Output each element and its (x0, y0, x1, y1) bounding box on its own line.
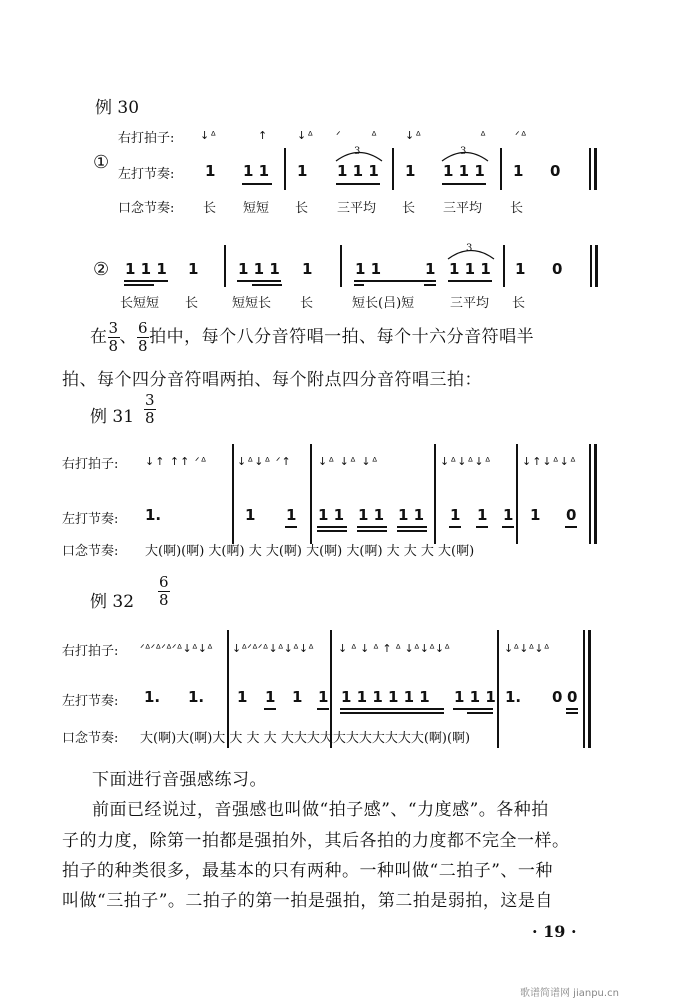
ts-top: 6 (159, 573, 169, 591)
ex32-note: 1 (237, 688, 248, 706)
ex31-taps: ↓ᐞ↓ᐞ↓ᐞ (440, 455, 492, 468)
ex30-note: 1 (513, 162, 524, 180)
ex31-taps: ↓ᐞ↓ᐞ ᐟ↑ (237, 455, 292, 468)
ex30-r2-note: 1 1 (355, 260, 382, 278)
ex30-say: 三平均 (443, 201, 483, 216)
ex30-tap-5: ᐞ (371, 129, 378, 142)
paragraph-line: 拍子的种类很多，最基本的只有两种。一种叫做“二拍子”、一种 (62, 861, 553, 881)
ex32-note: 1 (265, 688, 276, 706)
ex31-time-signature (144, 392, 156, 427)
ex32-note: 1 1 1 1 1 1 (341, 688, 430, 706)
para-text: 拍中，每个八分音符唱一拍、每个十六分音符唱半 (149, 327, 535, 347)
ex31-note: 1 (245, 506, 256, 524)
paragraph-line: 子的力度，除第一拍都是强拍外，其后各拍的力度都不完全一样。 (62, 831, 570, 851)
ex31-note: 1 1 (358, 506, 385, 524)
ex30-r2-say: 长 (300, 296, 314, 311)
ex32-note: 0 (567, 688, 578, 706)
ex30-tap-3: ↓ᐞ (297, 129, 315, 142)
paragraph-line (90, 320, 534, 355)
ex31-taps: ↓ᐞ ↓ᐞ ↓ᐞ (318, 455, 379, 468)
ex31-note: 1. (145, 506, 162, 524)
triplet-mark: 3 (354, 146, 361, 157)
ex30-r2-say: 长短短 (120, 296, 160, 311)
ex30-r2-say: 短长(吕)短 (352, 296, 415, 311)
ex30-note: 1 1 (243, 162, 270, 180)
ex31-note: 0 (566, 506, 577, 524)
ex30-r2-note: 0 (552, 260, 563, 278)
ex30-say: 长 (402, 201, 416, 216)
ex31-note: 1 1 (398, 506, 425, 524)
ts-bottom: 8 (145, 409, 155, 427)
ex30-r2-say: 三平均 (450, 296, 490, 311)
ex32-note: 1. (144, 688, 161, 706)
ts-top: 3 (145, 391, 155, 409)
paragraph-line: 叫做“三拍子”。二拍子的第一拍是强拍，第二拍是弱拍，这是自 (62, 891, 553, 911)
circle-number-1: ① (93, 152, 110, 173)
ex30-note: 1 1 1 (443, 162, 485, 180)
fraction-top: 3 (108, 319, 119, 337)
ex30-r2-say: 长 (512, 296, 526, 311)
ex30-note: 1 (297, 162, 308, 180)
ex30-r2-note: 1 1 1 (238, 260, 280, 278)
para-text: 在 (90, 327, 108, 347)
ex30-note: 1 (205, 162, 216, 180)
ex31-say: 大(啊)(啊) 大(啊) 大 大(啊) 大(啊) 大(啊) 大 大 大 大(啊) (145, 544, 475, 559)
ex30-tap-2: ↑ (258, 129, 269, 142)
circle-number-2: ② (93, 259, 110, 280)
ex30-say-label: 口念节奏: (118, 201, 175, 216)
paragraph-line: 下面进行音强感练习。 (92, 770, 267, 790)
para-text: 、 (119, 327, 138, 347)
ex31-say-label: 口念节奏: (62, 544, 119, 559)
ex30-tap-7: ᐞ (480, 129, 487, 142)
ex30-note: 1 (405, 162, 416, 180)
ex30-r2-note: 1 1 1 (125, 260, 167, 278)
ex30-r2-note: 1 1 1 (449, 260, 491, 278)
ex31-note: 1 1 (318, 506, 345, 524)
ex32-note: 1 (292, 688, 303, 706)
ex30-say: 长 (295, 201, 309, 216)
ex30-r2-note: 1 (425, 260, 436, 278)
ex32-note: 0 (552, 688, 563, 706)
ex30-say: 三平均 (337, 201, 377, 216)
fraction-bottom: 8 (138, 337, 149, 355)
fraction-top: 6 (138, 319, 149, 337)
ex32-note: 1 (318, 688, 329, 706)
example-30-title: 例 30 (95, 98, 140, 118)
ex30-say: 短短 (243, 201, 270, 216)
ex30-r2-note: 1 (188, 260, 199, 278)
ex30-note: 1 1 1 (337, 162, 379, 180)
watermark: 歌谱简谱网 jianpu.cn (520, 988, 619, 999)
ex32-say-label: 口念节奏: (62, 731, 119, 746)
ex32-say: 大(啊)大(啊)大 大 大 大 大大大大大大大大大大大(啊)(啊) (140, 731, 471, 746)
ex30-r2-note: 1 (302, 260, 313, 278)
ts-bottom: 8 (159, 591, 169, 609)
ex30-say: 长 (510, 201, 524, 216)
fraction-bottom: 8 (108, 337, 119, 355)
fraction (137, 320, 149, 355)
ex30-r2-say: 短短长 (232, 296, 272, 311)
ex30-r2-note: 1 (515, 260, 526, 278)
paragraph-line: 前面已经说过，音强感也叫做“拍子感”、“力度感”。各种拍 (92, 800, 549, 820)
ex31-note: 1 (503, 506, 514, 524)
ex31-taps: ↓↑ ↑↑ ᐟᐞ (145, 455, 208, 468)
ex32-taps: ↓ ᐞ ↓ ᐞ ↑ ᐞ ↓ᐞ↓ᐞ↓ᐞ (338, 642, 451, 655)
ex32-left-label: 左打节奏: (62, 694, 119, 709)
ex30-note: 0 (550, 162, 561, 180)
ex32-taps: ↓ᐞᐟᐞᐟᐞ↓ᐞ↓ᐞ↓ᐞ (232, 642, 315, 655)
fraction (108, 320, 120, 355)
ex30-tap-6: ↓ᐞ (405, 129, 423, 142)
paragraph-line: 拍、每个四分音符唱两拍、每个附点四分音符唱三拍： (62, 370, 482, 390)
ex31-note: 1 (450, 506, 461, 524)
ex32-taps: ᐟᐞᐟᐞᐟᐞᐟᐞ↓ᐞ↓ᐞ (140, 642, 213, 655)
example-32-title: 例 32 (90, 592, 135, 612)
ex31-note: 1 (286, 506, 297, 524)
ex30-r2-say: 长 (185, 296, 199, 311)
ex32-time-signature (158, 574, 170, 609)
ex31-left-label: 左打节奏: (62, 512, 119, 527)
ex31-right-label: 右打拍子: (62, 457, 119, 472)
ex30-tap-1: ↓ᐞ (200, 129, 218, 142)
ex32-right-label: 右打拍子: (62, 644, 119, 659)
ex31-taps: ↓↑↓ᐞ↓ᐞ (522, 455, 577, 468)
ex32-note: 1. (505, 688, 522, 706)
ex30-right-label: 右打拍子: (118, 131, 175, 146)
ex30-tap-8: ᐟᐞ (515, 129, 528, 142)
triplet-mark: 3 (460, 146, 467, 157)
ex31-note: 1 (477, 506, 488, 524)
ex30-say: 长 (203, 201, 217, 216)
ex30-left-label: 左打节奏: (118, 167, 175, 182)
ex32-note: 1 1 1 (454, 688, 496, 706)
ex32-note: 1. (188, 688, 205, 706)
ex32-taps: ↓ᐞ↓ᐞ↓ᐞ (504, 642, 550, 655)
ex30-tap-4: ᐟ (336, 129, 342, 142)
ex31-note: 1 (530, 506, 541, 524)
example-31-title: 例 31 (90, 407, 135, 427)
triplet-mark: 3 (466, 243, 473, 254)
page-number: · 19 · (532, 922, 577, 941)
